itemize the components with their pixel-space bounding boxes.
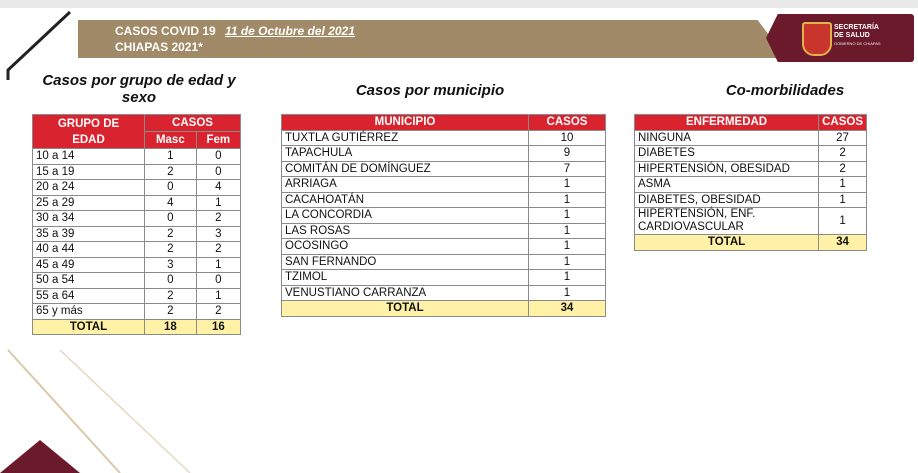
municipality-cases: 1 [529, 285, 606, 301]
table-row [33, 288, 241, 304]
age-total-row [33, 319, 241, 335]
col-group-line2: EDAD [72, 133, 105, 146]
table-row [33, 164, 241, 180]
municipality-table [281, 114, 606, 317]
masc-cell: 2 [145, 242, 197, 258]
fem-cell: 1 [196, 288, 240, 304]
comorbidity-last-line2: CARDIOVASCULAR [638, 221, 744, 233]
fem-cell: 1 [196, 257, 240, 273]
municipality-total-label: TOTAL [282, 301, 529, 317]
table-row [635, 161, 867, 177]
municipality-total-row [282, 301, 606, 317]
table-row [33, 211, 241, 227]
table-row [635, 177, 867, 193]
table-row [282, 285, 606, 301]
age-title-line1: Casos por grupo de edad y [42, 72, 236, 89]
chiapas-crest-icon [802, 22, 832, 56]
age-group-cell: 20 a 24 [33, 180, 145, 196]
masc-cell: 4 [145, 195, 197, 211]
age-group-cell: 35 a 39 [33, 226, 145, 242]
fem-cell: 0 [196, 149, 240, 165]
age-group-cell: 10 a 14 [33, 149, 145, 165]
table-row [33, 226, 241, 242]
table-row [33, 273, 241, 289]
municipality-name: COMITÁN DE DOMÍNGUEZ [282, 161, 529, 177]
logo-text [834, 24, 881, 48]
age-group-cell: 45 a 49 [33, 257, 145, 273]
comorbidity-total-row [635, 235, 867, 251]
table-row [635, 192, 867, 208]
age-table [32, 114, 241, 335]
comorbidity-cases: 27 [819, 130, 867, 146]
age-group-cell: 30 a 34 [33, 211, 145, 227]
municipality-cases: 1 [529, 239, 606, 255]
municipality-name: LA CONCORDIA [282, 208, 529, 224]
municipality-name: VENUSTIANO CARRANZA [282, 285, 529, 301]
age-group-cell: 25 a 29 [33, 195, 145, 211]
table-row [282, 192, 606, 208]
municipality-cases: 9 [529, 146, 606, 162]
comorbidity-name: NINGUNA [635, 130, 819, 146]
age-total-masc: 18 [145, 319, 197, 335]
age-group-cell: 15 a 19 [33, 164, 145, 180]
logo-line2: DE SALUD [834, 32, 870, 39]
age-total-fem: 16 [196, 319, 240, 335]
col-masc: Masc [145, 132, 197, 149]
masc-cell: 1 [145, 149, 197, 165]
table-row [282, 177, 606, 193]
col-casos: CASOS [529, 115, 606, 131]
table-row [282, 254, 606, 270]
col-enfermedad: ENFERMEDAD [635, 115, 819, 131]
masc-cell: 0 [145, 180, 197, 196]
comorbidity-name [635, 208, 819, 235]
col-fem: Fem [196, 132, 240, 149]
municipality-name: CACAHOATÁN [282, 192, 529, 208]
municipality-cases: 1 [529, 223, 606, 239]
table-row [33, 242, 241, 258]
municipality-name: LAS ROSAS [282, 223, 529, 239]
comorbidity-total-label: TOTAL [635, 235, 819, 251]
fem-cell: 0 [196, 164, 240, 180]
municipality-cases: 7 [529, 161, 606, 177]
col-municipio: MUNICIPIO [282, 115, 529, 131]
header-subtitle: CHIAPAS 2021* [115, 40, 203, 54]
comorbidity-name: DIABETES, OBESIDAD [635, 192, 819, 208]
municipality-section-title: Casos por municipio [355, 82, 505, 99]
col-casos-comorb: CASOS [819, 115, 867, 131]
fem-cell: 1 [196, 195, 240, 211]
comorbidity-table [634, 114, 867, 251]
table-row [635, 146, 867, 162]
comorbidity-section-title: Co-morbilidades [725, 82, 845, 99]
municipality-name: OCOSINGO [282, 239, 529, 255]
comorbidity-name: ASMA [635, 177, 819, 193]
municipality-name: SAN FERNANDO [282, 254, 529, 270]
table-row [282, 130, 606, 146]
comorbidity-total: 34 [819, 235, 867, 251]
comorbidity-cases: 1 [819, 192, 867, 208]
table-row [33, 180, 241, 196]
fem-cell: 0 [196, 273, 240, 289]
fem-cell: 2 [196, 211, 240, 227]
header-date: 11 de Octubre del 2021 [225, 24, 355, 38]
fem-cell: 4 [196, 180, 240, 196]
fem-cell: 2 [196, 242, 240, 258]
header-title-line [115, 24, 355, 38]
municipality-cases: 1 [529, 208, 606, 224]
age-title-line2: sexo [121, 89, 157, 106]
fem-cell: 2 [196, 304, 240, 320]
age-group-cell: 50 a 54 [33, 273, 145, 289]
masc-cell: 0 [145, 211, 197, 227]
table-row [282, 270, 606, 286]
table-row [282, 208, 606, 224]
masc-cell: 2 [145, 288, 197, 304]
masc-cell: 2 [145, 226, 197, 242]
municipality-total: 34 [529, 301, 606, 317]
municipality-name: ARRIAGA [282, 177, 529, 193]
comorbidity-cases: 1 [819, 208, 867, 235]
table-row [635, 130, 867, 146]
masc-cell: 2 [145, 164, 197, 180]
municipality-cases: 1 [529, 254, 606, 270]
bottom-decoration [0, 440, 80, 473]
logo-line3: GOBIERNO DE CHIAPAS [834, 41, 881, 46]
comorbidity-name: HIPERTENSIÓN, OBESIDAD [635, 161, 819, 177]
age-section-title [30, 72, 248, 106]
table-row [282, 239, 606, 255]
table-row [282, 161, 606, 177]
fem-cell: 3 [196, 226, 240, 242]
header-title: CASOS COVID 19 [115, 24, 216, 38]
top-bar [0, 0, 918, 8]
municipality-name: TZIMOL [282, 270, 529, 286]
age-group-cell: 55 a 64 [33, 288, 145, 304]
table-row [33, 304, 241, 320]
masc-cell: 3 [145, 257, 197, 273]
masc-cell: 2 [145, 304, 197, 320]
col-group-line1: GRUPO DE [57, 117, 120, 130]
masc-cell: 0 [145, 273, 197, 289]
table-row [282, 223, 606, 239]
municipality-cases: 1 [529, 192, 606, 208]
comorbidity-cases: 1 [819, 177, 867, 193]
comorbidity-last-line1: HIPERTENSIÓN, ENF. [638, 208, 756, 220]
comorbidity-cases: 2 [819, 161, 867, 177]
table-row [282, 146, 606, 162]
comorbidity-cases: 2 [819, 146, 867, 162]
logo-line1: SECRETARÍA [834, 24, 879, 31]
age-total-label: TOTAL [33, 319, 145, 335]
table-row [33, 195, 241, 211]
municipality-name: TAPACHULA [282, 146, 529, 162]
age-group-cell: 40 a 44 [33, 242, 145, 258]
table-row [635, 208, 867, 235]
municipality-name: TUXTLA GUTIÉRREZ [282, 130, 529, 146]
municipality-cases: 1 [529, 177, 606, 193]
col-cases: CASOS [145, 115, 241, 132]
municipality-cases: 10 [529, 130, 606, 146]
col-group [33, 115, 145, 149]
table-row [33, 149, 241, 165]
age-group-cell: 65 y más [33, 304, 145, 320]
comorbidity-name: DIABETES [635, 146, 819, 162]
municipality-cases: 1 [529, 270, 606, 286]
table-row [33, 257, 241, 273]
